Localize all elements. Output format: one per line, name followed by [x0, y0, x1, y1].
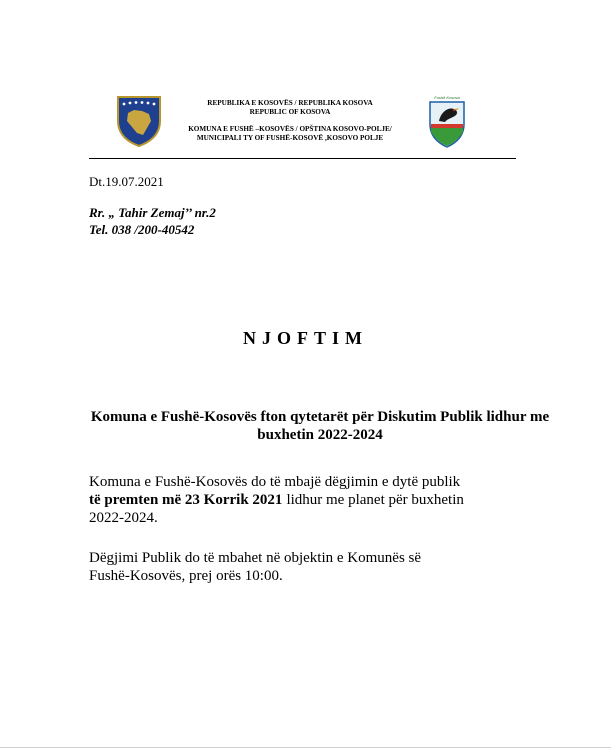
header-republic-en-line: REPUBLIC OF KOSOVA	[249, 108, 331, 116]
address-phone: Tel. 038 /200-40542	[89, 222, 195, 237]
paragraph1-line-1: Komuna e Fushë-Kosovës do të mbajë dëgjimin e dytë publik	[89, 474, 461, 490]
paragraph1-line-2	[89, 491, 464, 509]
paragraph2-line-1: Dëgjimi Publik do të mbahet në objektin e Komunës së	[89, 550, 422, 566]
paragraph1-line-2-rest: lidhur me planet për buxhetin	[286, 492, 464, 508]
fushe-kosova-crest-icon	[426, 94, 468, 148]
subtitle-line-1: Komuna e Fushë-Kosovës fton qytetarët për Diskutim Publik lidhur me	[90, 409, 550, 425]
subtitle-line-2: buxhetin 2022-2024	[257, 427, 383, 443]
document-date: Dt.19.07.2021	[89, 174, 164, 189]
crest-caption: Fushë Kosova	[434, 95, 460, 100]
header-municipality-en-line: MUNICIPALI TY OF FUSHË-KOSOVË ,KOSOVO POLJE	[196, 134, 384, 142]
paragraph1-line-3: 2022-2024.	[89, 510, 158, 526]
page-bottom-edge	[0, 747, 611, 748]
kosovo-coat-of-arms-icon	[116, 95, 162, 147]
header-municipality-line: KOMUNA E FUSHË –KOSOVËS / OPŠTINA KOSOVO-POLJE/	[188, 125, 392, 133]
address-street: Rr. „ Tahir Zemaj’’ nr.2	[89, 205, 216, 220]
paragraph2-line-2: Fushë-Kosovës, prej orës 10:00.	[89, 568, 283, 584]
header-divider	[89, 158, 516, 159]
header-republic-line: REPUBLIKA E KOSOVËS / REPUBLIKA KOSOVA	[207, 99, 373, 107]
meeting-date-emphasis: të premten më 23 Korrik 2021	[89, 492, 283, 508]
page-title: NJOFTIM	[243, 328, 368, 348]
